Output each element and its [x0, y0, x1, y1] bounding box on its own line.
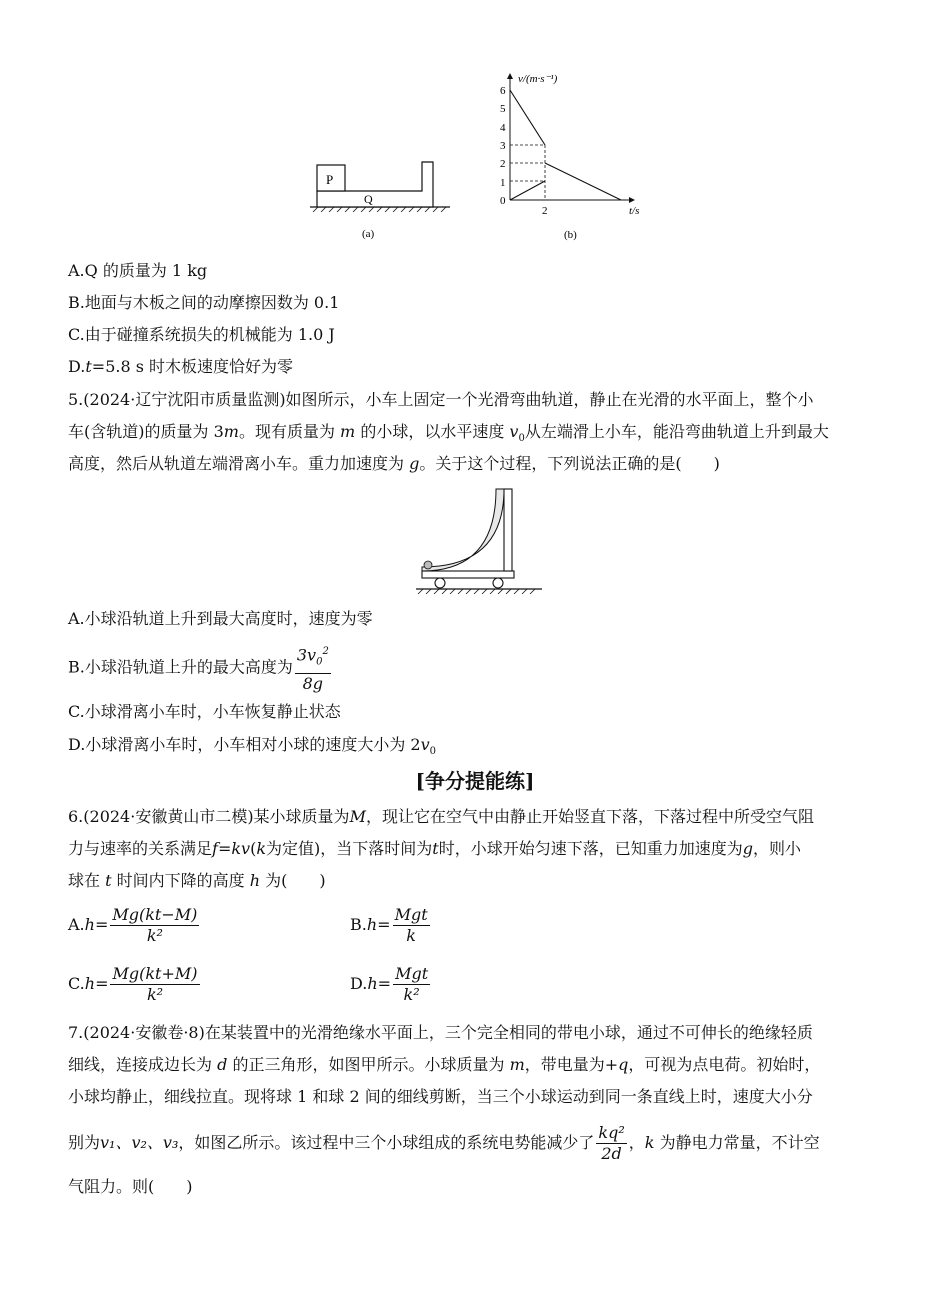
q7-num: kq²	[598, 1123, 625, 1142]
y-tick: 0	[500, 195, 506, 207]
q4-d-prefix: D.	[68, 357, 86, 376]
q5-var: g	[409, 454, 420, 473]
q5-b-fraction	[295, 642, 331, 694]
y-tick: 1	[500, 177, 506, 189]
section-title: [争分提能练]	[415, 769, 535, 793]
q6-c-h: h	[84, 974, 96, 993]
q6-var: t	[432, 839, 439, 858]
caption-b: (b)	[564, 229, 577, 241]
q6-var: f=kv	[212, 839, 251, 858]
q6-text: 时，小球开始匀速下落，已知重力加速度为	[438, 839, 743, 858]
q5-stem-line1: 5.(2024·辽宁沈阳市质量监测)如图所示，小车上固定一个光滑弯曲轨道，静止在光滑的水平面上，整个小	[68, 390, 814, 409]
q5-text: 车(含轨道)的质量为 3	[68, 422, 224, 441]
q7-var: q	[618, 1055, 629, 1074]
q7-text: 为静电力常量，不计空	[659, 1133, 820, 1152]
q6-c-eq: =	[95, 974, 109, 993]
q6-text: ，现让它在空气中由静止开始竖直下落，下落过程中所受空气阻	[365, 807, 814, 826]
q5-var: m	[340, 422, 356, 441]
q6-text: 球在	[68, 871, 101, 890]
q6-text: 力与速率的关系满足	[68, 839, 213, 858]
line-q	[510, 181, 545, 200]
q5-d-var: v	[420, 735, 430, 754]
q7-text: 别为	[68, 1133, 101, 1152]
q5-var: v	[509, 422, 519, 441]
q6-var: h	[249, 871, 261, 890]
q5-stem-line3	[68, 453, 720, 475]
q6-b-h: h	[366, 915, 378, 934]
q7-velocities: v₁、v₂、v₃	[100, 1133, 179, 1152]
q4-d-rest: =5.8 s 时木板速度恰好为零	[91, 357, 294, 376]
q7-var: m	[509, 1055, 525, 1074]
caption-a: (a)	[362, 228, 375, 240]
q6-b-eq: =	[377, 915, 391, 934]
q6-d-den: k²	[403, 985, 420, 1004]
q6-a-num: Mg(kt−M)	[112, 905, 198, 924]
q4-option-d	[68, 356, 293, 378]
q6-a-den: k²	[146, 926, 163, 945]
q5-text: 高度，然后从轨道左端滑离小车。重力加速度为	[68, 454, 405, 473]
figure-a	[305, 155, 455, 240]
label-p: P	[326, 172, 334, 187]
label-q: Q	[364, 192, 373, 206]
y-tick: 4	[500, 122, 506, 134]
cart-track-figure	[408, 485, 548, 595]
q5-b-prefix: B.小球沿轨道上升的最大高度为	[68, 657, 293, 677]
q5-option-c: C.小球滑离小车时，小车恢复静止状态	[68, 702, 341, 721]
q5-option-b	[68, 642, 333, 694]
q6-c-num: Mg(kt+M)	[112, 964, 198, 983]
line-after	[545, 163, 621, 200]
q5-d-sub: 0	[429, 746, 437, 758]
y-tick: 5	[500, 103, 506, 115]
q7-text: 的正三角形，如图甲所示。小球质量为	[232, 1055, 505, 1074]
q7-stem-line3: 小球均静止，细线拉直。现将球 1 和球 2 间的细线剪断，当三个小球运动到同一条直线上时，速度大小分	[68, 1087, 813, 1106]
q6-text: ，则小	[752, 839, 801, 858]
q6-option-a	[68, 903, 201, 947]
q6-stem-line1	[68, 806, 814, 828]
q6-d-num: Mgt	[395, 964, 429, 983]
q5-b-num: 3v	[296, 645, 317, 665]
q4-option-a: A.Q 的质量为 1 kg	[68, 261, 208, 280]
q6-b-prefix: B.	[350, 915, 367, 934]
q6-b-den: k	[406, 926, 416, 945]
q6-d-eq: =	[377, 974, 392, 993]
q7-var: d	[217, 1055, 228, 1074]
q6-text: 时间内下降的高度	[116, 871, 245, 890]
q7-text: ，	[628, 1133, 645, 1152]
q6-a-eq: =	[94, 915, 109, 934]
q5-text: 。关于这个过程，下列说法正确的是( )	[419, 454, 720, 473]
q6-stem-line3	[68, 870, 326, 892]
q6-b-num: Mgt	[394, 905, 428, 924]
q5-text: 从左端滑上小车，能沿弯曲轨道上升到最大	[524, 422, 829, 441]
q7-den: 2d	[601, 1144, 622, 1163]
q6-c-fraction	[110, 964, 199, 1005]
q6-c-prefix: C.	[68, 974, 85, 993]
q5-option-d	[68, 734, 436, 763]
q7-text: ，如图乙所示。该过程中三个小球组成的系统电势能减少了	[178, 1133, 595, 1152]
q6-d-prefix: D.	[350, 974, 368, 993]
q5-b-den: 8g	[302, 673, 324, 693]
q7-var: k	[644, 1133, 655, 1152]
q7-text: 细线，连接成边长为	[68, 1055, 213, 1074]
q6-text: 为定值)，当下落时间为	[266, 839, 433, 858]
x-axis-label: t/s	[629, 205, 640, 217]
line-p	[510, 90, 545, 145]
y-tick: 6	[500, 85, 506, 97]
q7-stem-line2	[68, 1054, 820, 1076]
q5-var: m	[223, 422, 239, 441]
q6-b-fraction	[393, 905, 430, 946]
q4-option-b: B.地面与木板之间的动摩擦因数为 0.1	[68, 293, 340, 312]
q5-d-text: D.小球滑离小车时，小车相对小球的速度大小为 2	[68, 735, 421, 754]
q6-option-c	[68, 962, 202, 1006]
x-tick: 2	[542, 205, 548, 217]
guide-lines	[510, 145, 545, 200]
q5-b-sup: 2	[322, 646, 329, 657]
q7-text: ，可视为点电荷。初始时，	[628, 1055, 821, 1074]
q5-sub: 0	[518, 433, 525, 445]
q7-stem-line5: 气阻力。则( )	[68, 1177, 193, 1196]
q7-stem-line4	[68, 1120, 820, 1166]
q6-text: 为( )	[265, 871, 326, 890]
q6-c-den: k²	[146, 985, 164, 1004]
q6-option-d	[350, 962, 432, 1006]
q5-b-sub: 0	[316, 656, 323, 668]
q7-fraction	[596, 1123, 626, 1164]
q6-option-b	[350, 903, 432, 947]
q4-d-var: t	[85, 357, 92, 376]
ground	[310, 207, 450, 212]
q6-var: k	[256, 839, 267, 858]
q4-option-c: C.由于碰撞系统损失的机械能为 1.0 J	[68, 325, 335, 344]
q5-stem-line2	[68, 421, 829, 450]
q6-d-fraction	[393, 964, 430, 1005]
q6-var: t	[105, 871, 112, 890]
q6-d-h: h	[367, 974, 378, 993]
y-axis-label: v/(m·s⁻¹)	[518, 73, 558, 85]
q5-text: 。现有质量为	[238, 422, 335, 441]
y-tick: 3	[500, 140, 506, 152]
q6-var: g	[742, 839, 753, 858]
q6-a-fraction	[110, 905, 199, 946]
q6-text: 6.(2024·安徽黄山市二模)某小球质量为	[68, 807, 350, 826]
y-tick: 2	[500, 158, 506, 170]
q6-var: M	[349, 807, 366, 826]
q6-text: (	[250, 839, 257, 858]
figure-b	[490, 68, 660, 243]
q5-text: 的小球，以水平速度	[360, 422, 505, 441]
q6-stem-line2	[68, 838, 801, 860]
q7-text: ，带电量为+	[524, 1055, 619, 1074]
q7-stem-line1: 7.(2024·安徽卷·8)在某装置中的光滑绝缘水平面上，三个完全相同的带电小球，通过不可伸长的绝缘轻质	[68, 1023, 813, 1042]
q6-a-h: h	[84, 915, 95, 934]
q6-a-prefix: A.	[68, 915, 85, 934]
q5-option-a: A.小球沿轨道上升到最大高度时，速度为零	[68, 609, 373, 628]
y-ticks	[500, 85, 506, 207]
